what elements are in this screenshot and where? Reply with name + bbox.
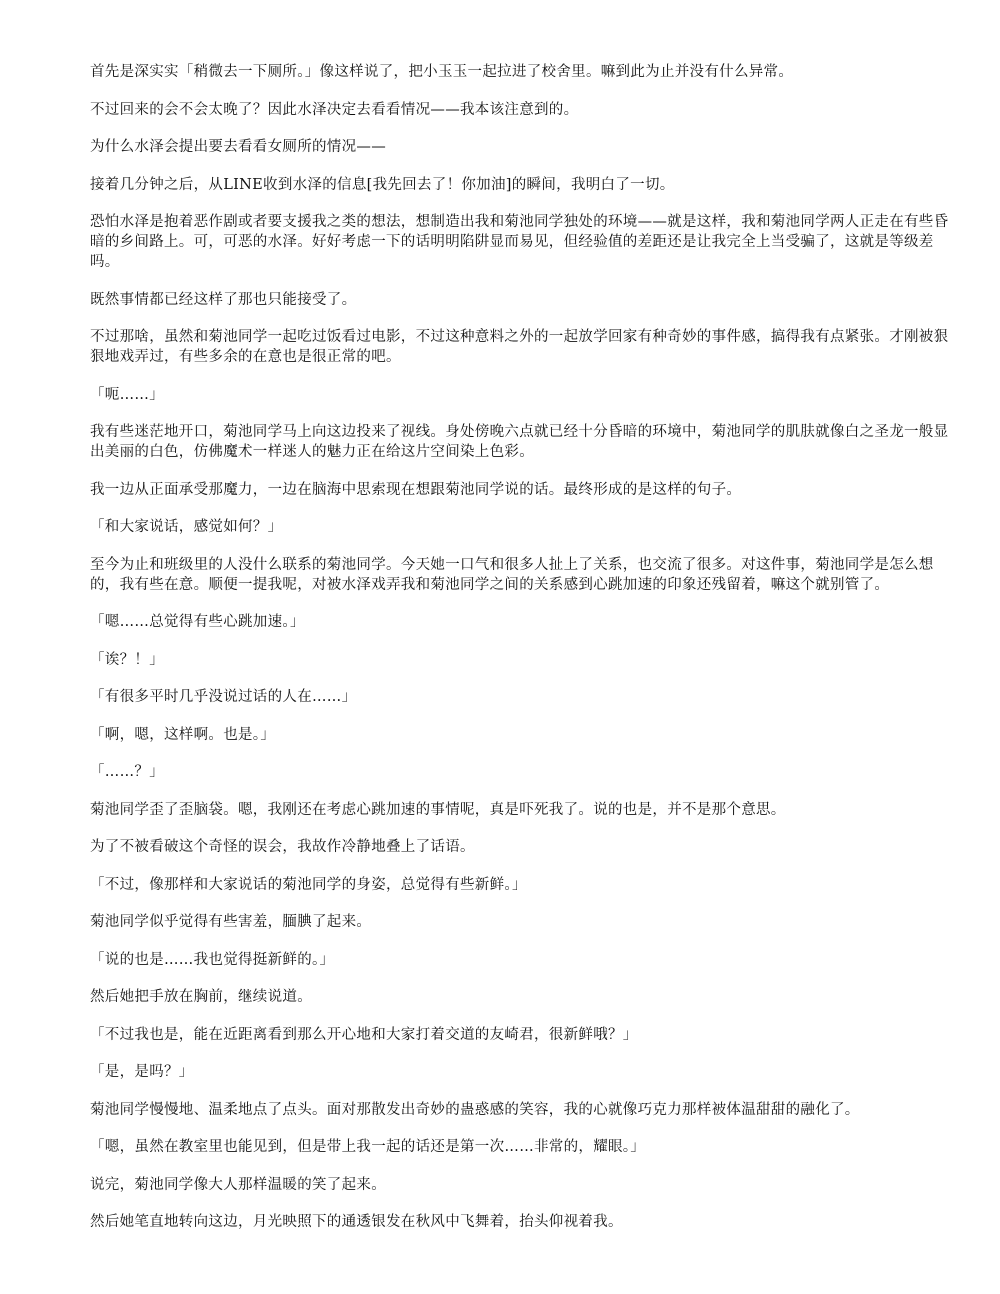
paragraph: 为了不被看破这个奇怪的误会，我故作冷静地叠上了话语。 xyxy=(90,839,475,855)
paragraph: 然后她把手放在胸前，继续说道。 xyxy=(90,989,312,1005)
dialogue-line: 「和大家说话，感觉如何？」 xyxy=(90,519,283,535)
paragraph: 我有些迷茫地开口，菊池同学马上向这边投来了视线。身处傍晚六点就已经十分昏暗的环境中，菊池同学的肌肤就像白之圣龙一般显出美丽的白色，仿佛魔术一样迷人的魅力正在给这片空间染上色彩。 xyxy=(90,424,949,460)
paragraph: 菊池同学似乎觉得有些害羞，腼腆了起来。 xyxy=(90,914,372,930)
paragraph: 既然事情都已经这样了那也只能接受了。 xyxy=(90,291,357,308)
dialogue-line: 「是，是吗？」 xyxy=(90,1064,194,1080)
paragraph: 菊池同学歪了歪脑袋。嗯，我刚还在考虑心跳加速的事情呢，真是吓死我了。说的也是，并不是那个意思。 xyxy=(90,801,786,818)
paragraph: 不过回来的会不会太晚了？因此水泽决定去看看情况——我本该注意到的。 xyxy=(90,101,579,118)
dialogue-line: 「不过，像那样和大家说话的菊池同学的身姿，总觉得有些新鲜。」 xyxy=(90,876,527,893)
document-body xyxy=(90,62,950,1250)
paragraph: 我一边从正面承受那魔力，一边在脑海中思索现在想跟菊池同学说的话。最终形成的是这样的句子。 xyxy=(90,481,742,498)
dialogue-line: 「嗯……总觉得有些心跳加速。」 xyxy=(90,614,305,630)
dialogue-line: 「说的也是……我也觉得挺新鲜的。」 xyxy=(90,951,335,968)
dialogue-line: 「不过我也是，能在近距离看到那么开心地和大家打着交道的友崎君，很新鲜哦？」 xyxy=(90,1026,638,1043)
dialogue-line: 「诶？！」 xyxy=(90,651,164,668)
paragraph: 说完，菊池同学像大人那样温暖的笑了起来。 xyxy=(90,1176,386,1193)
paragraph: 恐怕水泽是抱着恶作剧或者要支援我之类的想法，想制造出我和菊池同学独处的环境——就是这样，我和菊池同学两人正走在有些昏暗的乡间路上。可，可恶的水泽。好好考虑一下的话明明陷阱显而易见，但经验值的差距还是让我完全上当受骗了，这就是等级差吗。 xyxy=(90,214,949,270)
paragraph: 接着几分钟之后，从LINE收到水泽的信息[我先回去了！你加油]的瞬间，我明白了一切。 xyxy=(90,176,675,193)
paragraph: 为什么水泽会提出要去看看女厕所的情况—— xyxy=(90,139,386,155)
paragraph: 然后她笔直地转向这边，月光映照下的通透银发在秋风中飞舞着，抬头仰视着我。 xyxy=(90,1214,623,1230)
dialogue-line: 「有很多平时几乎没说过话的人在……」 xyxy=(90,689,357,705)
paragraph: 不过那啥，虽然和菊池同学一起吃过饭看过电影，不过这种意料之外的一起放学回家有种奇妙的事件感，搞得我有点紧张。才刚被狠狠地戏弄过，有些多余的在意也是很正常的吧。 xyxy=(90,329,949,365)
dialogue-line: 「呃……」 xyxy=(90,386,164,403)
paragraph: 菊池同学慢慢地、温柔地点了点头。面对那散发出奇妙的蛊惑感的笑容，我的心就像巧克力那样被体温甜甜的融化了。 xyxy=(90,1101,860,1118)
dialogue-line: 「嗯，虽然在教室里也能见到，但是带上我一起的话还是第一次……非常的，耀眼。」 xyxy=(90,1139,646,1155)
paragraph: 至今为止和班级里的人没什么联系的菊池同学。今天她一口气和很多人扯上了关系，也交流了很多。对这件事，菊池同学是怎么想的，我有些在意。顺便一提我呢，对被水泽戏弄我和菊池同学之间的关系感到心跳加速的印象还残留着，嘛这个就别管了。 xyxy=(90,556,934,593)
dialogue-line: 「啊，嗯，这样啊。也是。」 xyxy=(90,726,276,743)
dialogue-line: 「……？」 xyxy=(90,764,164,780)
paragraph: 首先是深实实「稍微去一下厕所。」像这样说了，把小玉玉一起拉进了校舍里。嘛到此为止并没有什么异常。 xyxy=(90,64,794,80)
